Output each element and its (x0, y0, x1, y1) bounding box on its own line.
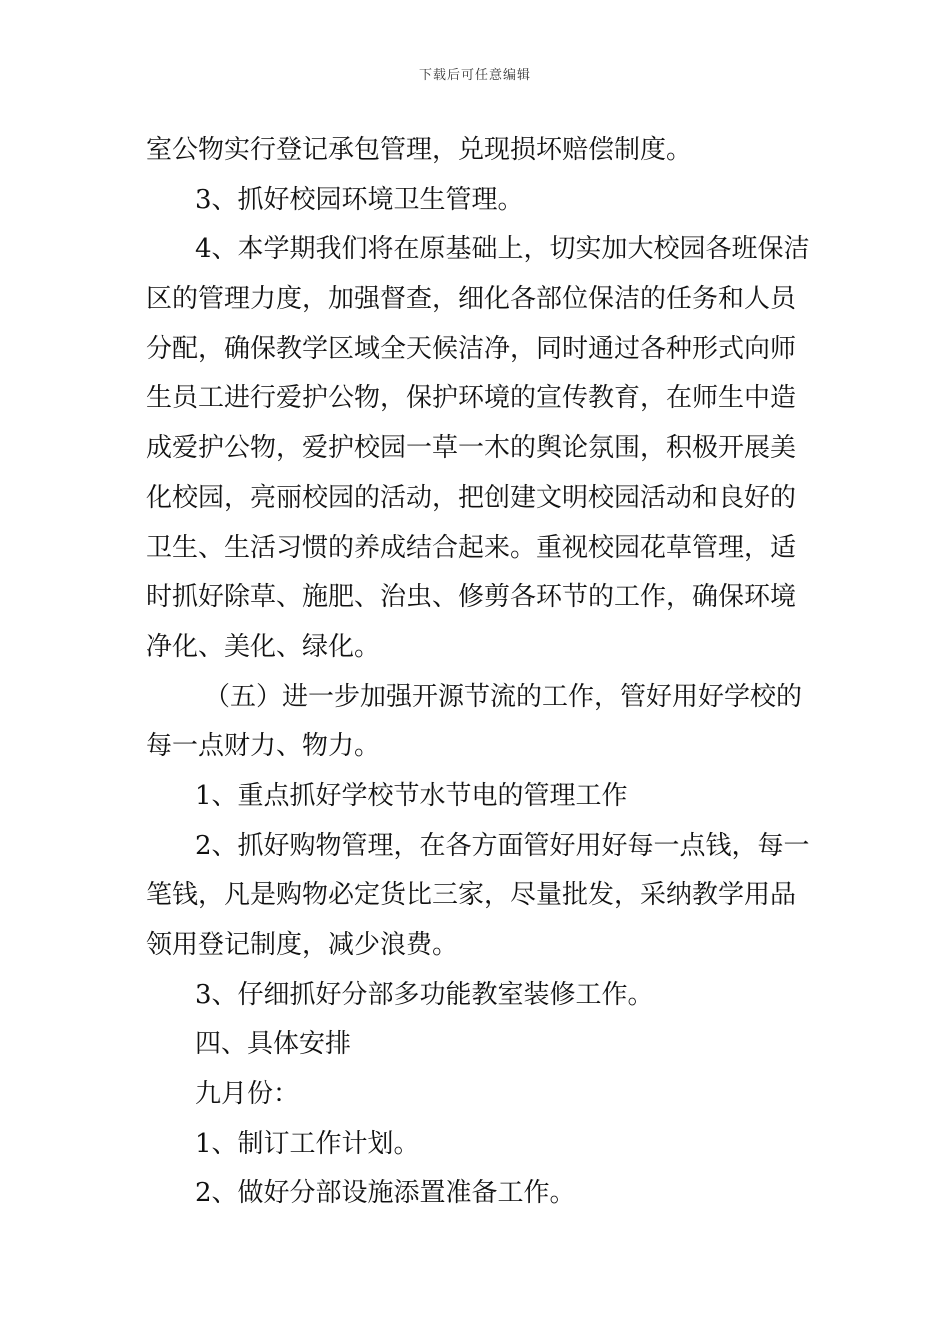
paragraph-line: 分配，确保教学区域全天候洁净，同时通过各种形式向师 (146, 333, 797, 364)
paragraph-line: 净化、美化、绿化。 (146, 631, 381, 662)
paragraph-line: 1、重点抓好学校节水节电的管理工作 (195, 780, 628, 811)
paragraph-line: 2、做好分部设施添置准备工作。 (195, 1178, 576, 1209)
paragraph-line: 卫生、生活习惯的养成结合起来。重视校园花草管理，适 (146, 532, 797, 563)
paragraph-line: 领用登记制度，减少浪费。 (146, 930, 459, 960)
section-heading-line: 四、具体安排 (195, 1029, 352, 1060)
paragraph-line: 3、仔细抓好分部多功能教室装修工作。 (195, 979, 654, 1010)
paragraph-line: 时抓好除草、施肥、治虫、修剪各环节的工作，确保环境 (146, 582, 797, 613)
paragraph-line: 区的管理力度，加强督查，细化各部位保洁的任务和人员 (146, 284, 797, 315)
paragraph-line: 每一点财力、物力。 (146, 731, 381, 762)
paragraph-line: 化校园，亮丽校园的活动，把创建文明校园活动和良好的 (146, 482, 797, 513)
paragraph-line: 1、制订工作计划。 (195, 1128, 420, 1159)
paragraph-line: 室公物实行登记承包管理，兑现损坏赔偿制度。 (146, 135, 693, 165)
page-header-note: 下载后可任意编辑 (418, 68, 531, 83)
paragraph-line: 4、本学期我们将在原基础上，切实加大校园各班保洁 (195, 234, 810, 265)
paragraph-line: 生员工进行爱护公物，保护环境的宣传教育，在师生中造 (146, 383, 797, 414)
paragraph-line: 笔钱，凡是购物必定货比三家，尽量批发，采纳教学用品 (146, 880, 797, 911)
document-body (146, 126, 808, 1219)
paragraph-line: 3、抓好校园环境卫生管理。 (195, 184, 524, 215)
paragraph-line: 成爱护公物，爱护校园一草一木的舆论氛围，积极开展美 (146, 433, 797, 464)
section-heading-line: （五）进一步加强开源节流的工作，管好用好学校的 (204, 681, 803, 712)
month-heading-line: 九月份： (195, 1079, 300, 1110)
paragraph-line: 2、抓好购物管理，在各方面管好用好每一点钱，每一 (195, 830, 810, 861)
